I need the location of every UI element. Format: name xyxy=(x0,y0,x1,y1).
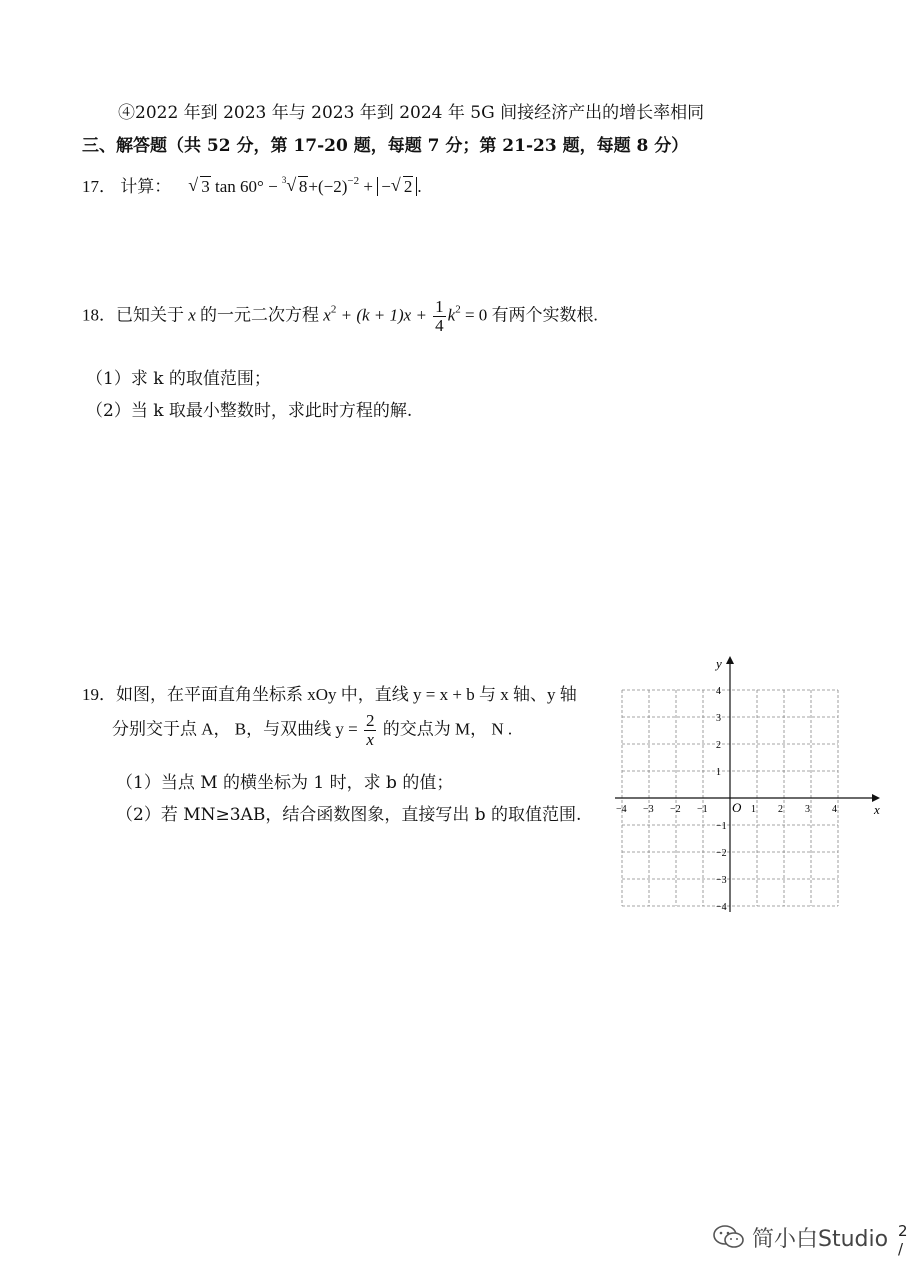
y-axis-arrow xyxy=(726,656,734,664)
y-tick-label: −1 xyxy=(716,821,727,832)
question-18: 18．已知关于 x 的一元二次方程 $x^2 + (k + 1)x$ + $\frac{1}{4}$ $k^2 = 0$ 有两个实数根. xyxy=(82,297,598,335)
q18-sub2: （2）当 k 取最小整数时，求此时方程的解. xyxy=(86,401,413,421)
x-axis-label: x xyxy=(874,802,880,817)
abs-neg-sqrt2: − √ 2 xyxy=(377,177,417,196)
page-number: 2 / xyxy=(898,1222,908,1258)
q17-power: +(−2) xyxy=(308,177,348,196)
x-tick-label: −1 xyxy=(697,804,708,815)
x-tick-label: 1 xyxy=(751,804,756,815)
y-tick-label: 2 xyxy=(716,740,721,751)
q19-sub2: （2）若 MN≥3AB，结合函数图象，直接写出 b 的取值范围. xyxy=(116,805,582,825)
watermark-text: 简小白Studio xyxy=(752,1227,889,1252)
q19-number: 19． xyxy=(82,685,116,704)
y-tick-label: 3 xyxy=(716,713,721,724)
question-17: 17． 计算： √ 3 tan 60° − $^3$√ $8+(-2)^{-2}$ + − √ 2 . xyxy=(82,175,422,196)
y-tick-label: −3 xyxy=(716,875,727,886)
cube-root-8: $^3$√ 8 xyxy=(281,175,308,196)
question-19-line2: 分别交于点 A， B，与双曲线 y = $\frac{2}{x}$ 的交点为 M， N . xyxy=(112,711,513,749)
x-tick-label: −4 xyxy=(616,804,627,815)
x-tick-label: 3 xyxy=(805,804,810,815)
y-tick-label: −2 xyxy=(716,848,727,859)
sqrt-3: √ 3 xyxy=(188,175,210,196)
y-tick-label: 1 xyxy=(716,767,721,778)
q17-tan: tan 60° xyxy=(215,177,264,196)
section-heading: 三、解答题（共 52 分，第 17-20 题，每题 7 分；第 21-23 题，每题 8 分） xyxy=(82,136,689,156)
q18-sub1: （1）求 k 的取值范围； xyxy=(86,369,271,389)
x-tick-label: −3 xyxy=(643,804,654,815)
fraction-one-quarter: $\frac{1}{4}$ xyxy=(435,297,444,335)
statement-4: ④2022 年到 2023 年与 2023 年到 2024 年 5G 间接经济产出的增长率相同 xyxy=(118,103,705,123)
q19-sub1: （1）当点 M 的横坐标为 1 时，求 b 的值； xyxy=(116,773,454,793)
x-tick-label: 2 xyxy=(778,804,783,815)
q17-number: 17． xyxy=(82,177,116,196)
tick-labels xyxy=(616,656,880,913)
origin-label: O xyxy=(732,800,742,815)
y-tick-label: −4 xyxy=(716,902,727,913)
y-axis-label: y xyxy=(716,656,722,671)
x-tick-label: −2 xyxy=(670,804,681,815)
x-axis-arrow xyxy=(872,794,880,802)
question-19-line1: 19．如图，在平面直角坐标系 xOy 中，直线 y = x + b 与 x 轴、y 轴 xyxy=(82,685,577,704)
y-tick-label: 4 xyxy=(716,686,721,697)
x-tick-label: 4 xyxy=(832,804,837,815)
axes xyxy=(615,656,880,912)
q18-number: 18． xyxy=(82,305,116,325)
wechat-icon xyxy=(712,1224,746,1250)
q17-label: 计算： xyxy=(120,177,172,196)
coordinate-grid xyxy=(610,650,890,920)
fraction-2-over-x: $\frac{2}{x}$ xyxy=(365,711,375,749)
